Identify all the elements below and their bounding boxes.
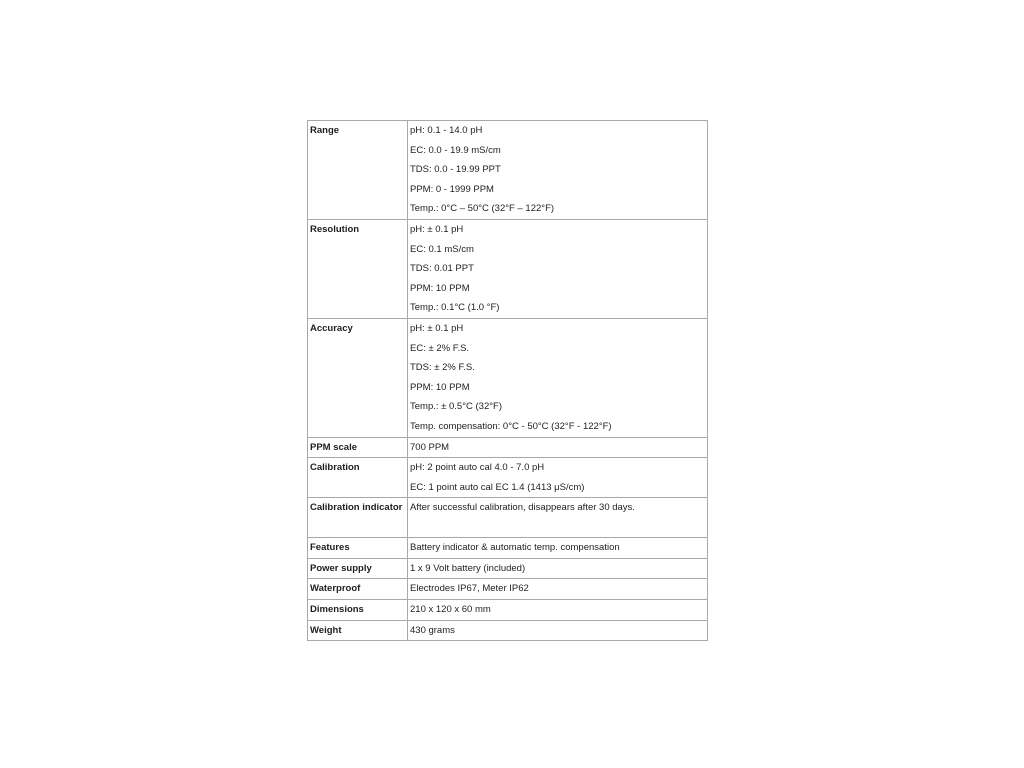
spec-values	[408, 498, 708, 538]
spec-values	[408, 620, 708, 641]
spec-value: 210 x 120 x 60 mm	[410, 604, 491, 616]
spec-value: PPM: 10 PPM	[410, 381, 470, 393]
spec-label: Waterproof	[308, 579, 408, 600]
spec-label: Weight	[308, 620, 408, 641]
spec-row-ppm-scale	[308, 437, 708, 458]
spec-row-range	[308, 121, 708, 220]
spec-value: pH: 0.1 - 14.0 pH	[410, 125, 483, 136]
spec-value: Temp.: ± 0.5°C (32°F)	[410, 401, 503, 413]
spec-row-calibration-indicator	[308, 498, 708, 538]
spec-value: TDS: 0.01 PPT	[410, 263, 474, 275]
spec-value: TDS: ± 2% F.S.	[410, 362, 475, 374]
spec-value: 1 x 9 Volt battery (included)	[410, 562, 526, 574]
specifications-table	[307, 120, 708, 641]
spec-row-dimensions	[308, 600, 708, 621]
spec-value: pH: ± 0.1 pH	[410, 223, 464, 235]
spec-value: Temp. compensation: 0°C - 50°C (32°F - 122°F)	[410, 420, 612, 432]
spec-row-weight	[308, 620, 708, 641]
spec-row-features	[308, 538, 708, 559]
spec-value: 430 grams	[410, 624, 455, 636]
spec-value: Temp.: 0.1°C (1.0 °F)	[410, 302, 500, 314]
spec-label: Dimensions	[308, 600, 408, 621]
spec-value: EC: 0.1 mS/cm	[410, 243, 474, 255]
spec-values	[408, 121, 708, 220]
spec-label: Calibration	[308, 458, 408, 498]
spec-label: Range	[308, 121, 408, 220]
spec-row-accuracy	[308, 318, 708, 437]
spec-values	[408, 437, 708, 458]
spec-values	[408, 318, 708, 437]
spec-value: TDS: 0.0 - 19.99 PPT	[410, 164, 501, 176]
spec-value: Temp.: 0°C – 50°C (32°F – 122°F)	[410, 203, 555, 215]
spec-label: Resolution	[308, 219, 408, 318]
spec-label: PPM scale	[308, 437, 408, 458]
spec-value: EC: ± 2% F.S.	[410, 342, 470, 354]
spec-label: Power supply	[308, 558, 408, 579]
spec-values	[408, 579, 708, 600]
spec-row-power-supply	[308, 558, 708, 579]
spec-values	[408, 558, 708, 579]
spec-value: EC: 0.0 - 19.9 mS/cm	[410, 144, 501, 156]
spec-value: pH: ± 0.1 pH	[410, 322, 464, 334]
spec-values	[408, 600, 708, 621]
spec-row-waterproof	[308, 579, 708, 600]
spec-row-resolution	[308, 219, 708, 318]
spec-values	[408, 538, 708, 559]
spec-label: Features	[308, 538, 408, 559]
spec-value: 700 PPM	[410, 441, 450, 453]
spec-label: Accuracy	[308, 318, 408, 437]
spec-values	[408, 458, 708, 498]
spec-row-calibration	[308, 458, 708, 498]
spec-value: PPM: 0 - 1999 PPM	[410, 183, 494, 195]
spec-value: After successful calibration, disappears after 30 days.	[410, 502, 635, 514]
spec-label: Calibration indicator	[308, 498, 408, 538]
spec-values	[408, 219, 708, 318]
spec-value: pH: 2 point auto cal 4.0 - 7.0 pH	[410, 462, 545, 474]
spec-value: Electrodes IP67, Meter IP62	[410, 583, 529, 595]
spec-value: EC: 1 point auto cal EC 1.4 (1413 μS/cm)	[410, 481, 585, 493]
spec-value: PPM: 10 PPM	[410, 282, 470, 294]
spec-value: Battery indicator & automatic temp. compensation	[410, 542, 620, 554]
